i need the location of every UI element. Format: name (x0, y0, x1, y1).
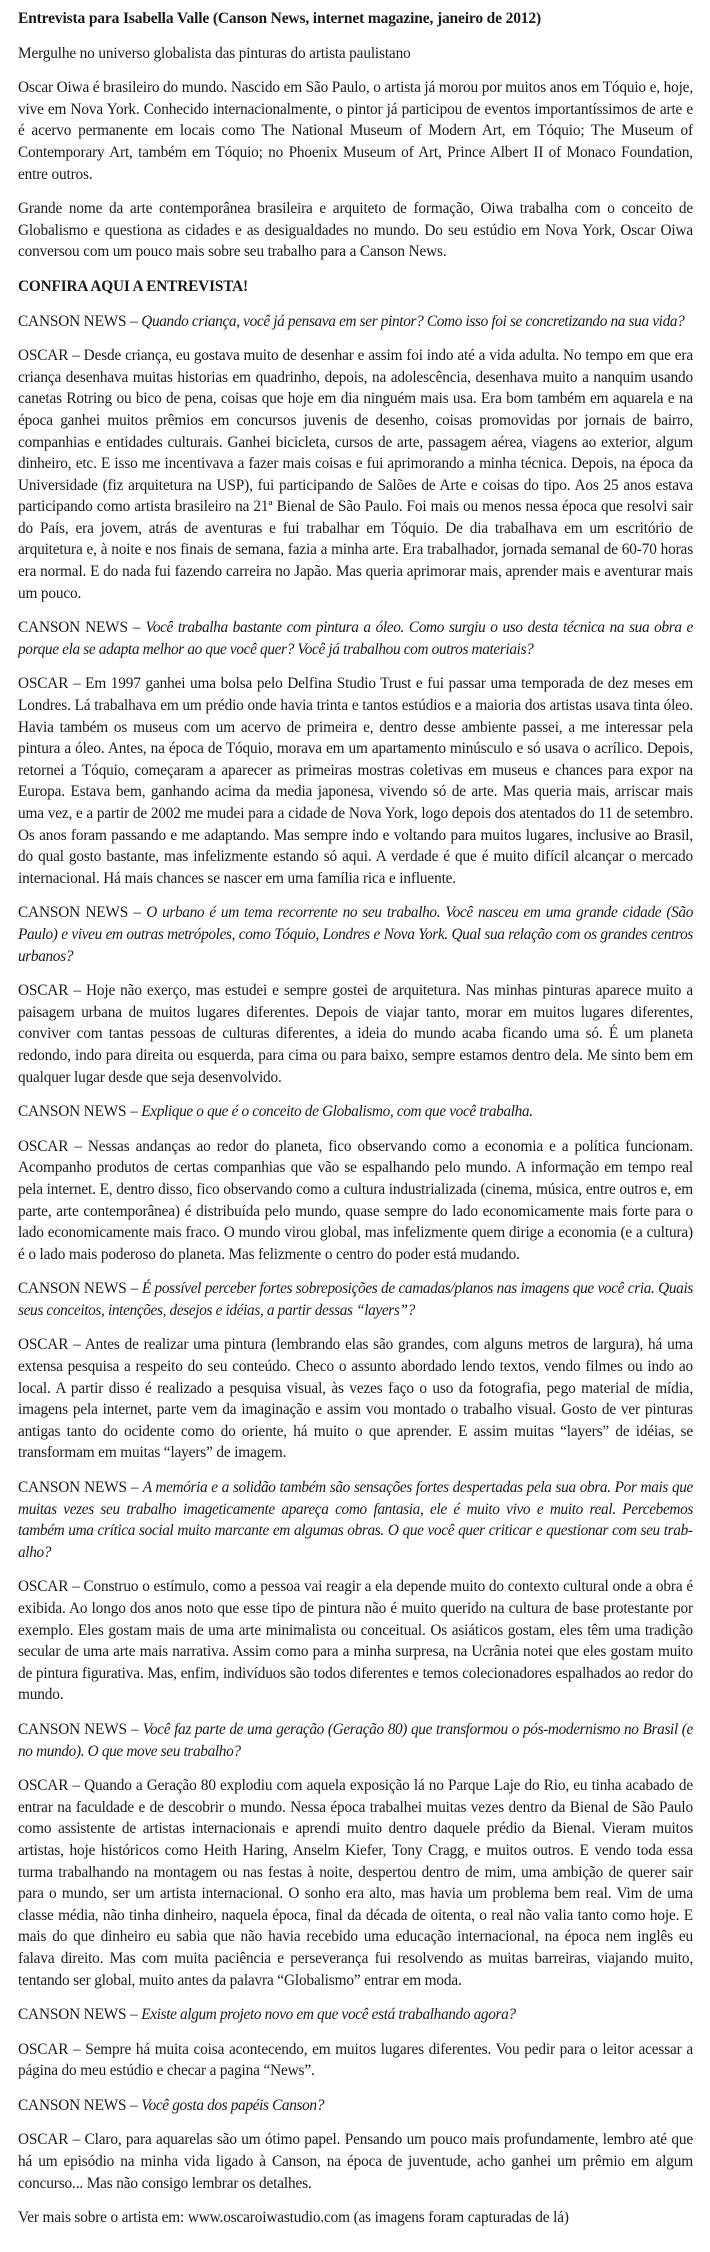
answer-text: Sempre há muita coisa acontecendo, em muitos lugares diferentes. Vou pedir para o leitor acessar a página do meu estúdio e checar a pagina “News”. (18, 2040, 693, 2080)
answer-text: Hoje não exerço, mas estudei e sempre gostei de arquitetura. Nas minhas pinturas aparece muito a paisagem urbana de muitos lugares diferentes. Depois de viajar tanto, morar em muitos lugares diferentes, conviver com tantas pessoas de culturas diferentes, a ideia do mundo acaba ficando uma só. É um planeta redondo, indo para direita ou esquerda, para cima ou para baixo, sempre estamos dentro dela. Me sinto bem em qualquer lugar desde que seja desenvolvido. (18, 982, 693, 1086)
interview-question (18, 1477, 693, 1563)
footer-prefix: Ver mais sobre o artista em: (18, 2209, 188, 2227)
interview-answer (18, 1775, 693, 1991)
interview-question (18, 1101, 693, 1123)
interview-question (18, 2004, 693, 2026)
question-text: A memória e a solidão também são sensações fortes despertadas pela sua obra. Por mais que muitas vezes seu trabalho imageticamente apareça como fantasia, ele é muito vivo e muito real. Percebemos também uma crítica social muito marcante em algumas obras. O que você quer criticar e questionar com seu trabalho? (18, 1479, 693, 1561)
interviewer-label: CANSON NEWS – (18, 619, 146, 637)
answer-text: Construo o estímulo, como a pessoa vai reagir a ela depende muito do contexto cultural onde a obra é exibida. Ao longo dos anos noto que esse tipo de pintura não é muito querido na cultura de base protestante por exemplo. Eles gostam mais de uma arte minimalista ou conceitual. Os asiáticos gostam, eles têm uma tradição secular de uma arte mais narrativa. Assim como para a minha surpresa, na Ucrânia notei que eles gostam muito de pintura figurativa. Mas, enfim, indivíduos são todos diferentes e temos colecionadores espalhados ao redor do mundo. (18, 1578, 693, 1704)
section-heading: CONFIRA AQUI A ENTREVISTA! (18, 277, 248, 295)
intro-paragraph: Grande nome da arte contemporânea brasileira e arquiteto de formação, Oiwa trabalha com o conceito de Globalismo e questiona as cidades e as desigualdades no mundo. Do seu estúdio em Nova York, Oscar Oiwa conversou com um pouco mais sobre seu trabalho para a Canson News. (18, 200, 693, 261)
interviewer-label: CANSON NEWS – (18, 1479, 143, 1497)
question-text: Você faz parte de uma geração (Geração 80) que transformou o pós-modernismo no Brasil (e no mundo). O que move seu trabalho? (18, 1720, 693, 1760)
interview-answer (18, 673, 693, 889)
artist-label: OSCAR – (18, 982, 86, 1000)
interview-answer (18, 1576, 693, 1706)
answer-text: Em 1997 ganhei uma bolsa pelo Delfina Studio Trust e fui passar uma temporada de dez meses em Londres. Lá trabalhava em um prédio onde havia trinta e tantos estúdios e a maioria dos artistas usava tinta óleo. Havia também os museus com um acervo de primeira e, dentro desse ambiente passei, a me interessar pela pintura a óleo. Antes, na época de Tóquio, morava em um apartamento minúsculo e só usava o acrílico. Depois, retornei a Tóquio, começaram a aparecer as primeiras mostras coletivas em museus e chances para expor na Europa. Estava bem, ganhando acima da media japonesa, vivendo só de arte. Mas queria mais, arriscar mais uma vez, e a partir de 2002 me mudei para a cidade de Nova York, logo depois dos atentados do 11 de setembro. Os anos foram passando e me adaptando. Mas sempre indo e voltando para muitos lugares, inclusive ao Brasil, do qual gosto bastante, mas infelizmente estando só aqui. A verdade é que é muito difícil alcançar o mercado internacional. Há mais chances se nascer em uma família rica e influente. (18, 675, 693, 887)
interview-answer (18, 2039, 693, 2082)
question-text: Existe algum projeto novo em que você está trabalhando agora? (141, 2006, 516, 2024)
footer-note (18, 2207, 693, 2229)
artist-label: OSCAR – (18, 1336, 85, 1354)
artist-label: OSCAR – (18, 2040, 86, 2058)
question-text: É possível perceber fortes sobreposições de camadas/planos nas imagens que você cria. Quais seus conceitos, intenções, desejos e idéias, a partir dessas “layers”? (18, 1280, 693, 1319)
interview-question (18, 902, 693, 967)
artist-website-link[interactable]: www.oscaroiwastudio.com (187, 2209, 350, 2227)
interviewer-label: CANSON NEWS – (18, 1280, 142, 1298)
interview-answer (18, 345, 693, 604)
answer-text: Desde criança, eu gostava muito de desenhar e assim foi indo até a vida adulta. No tempo em que era criança desenhava muitas historias em quadrinho, depois, na adolescência, desenhava muito a nanquim usando canetas Rotring ou bico de pena, coisas que hoje em dia ninguém mais usa. Era bom também em aquarela e na época ganhei muitos prêmios em concursos juvenis de desenho, coisas promovidas por jornais de bairro, companhias e entidades culturais. Ganhei bicicleta, cursos de arte, passagem aérea, viagens ao exterior, algum dinheiro, etc. E isso me incentivava a fazer mais coisas e fui aprimorando a minha técnica. Depois, na época da Universidade (fiz arquitetura na USP), fui participando de Salões de Arte e coisas do tipo. Aos 25 anos estava participando como artista brasileiro na 21ª Bienal de São Paulo. Foi mais ou menos nessa época que resolvi sair do País, era jovem, atrás de aventuras e fui trabalhar em Tóquio. De dia trabalhava em um escritório de arquitetura e, à noite e nos finais de semana, fazia a minha arte. Era trabalhador, jornada semanal de 60-70 horas era normal. E do nada fui fazendo carreira no Japão. Mas queria aprimorar mais, aprender mais e aventurar mais um pouco. (18, 347, 693, 602)
interviewer-label: CANSON NEWS – (18, 1720, 143, 1738)
interview-question (18, 311, 693, 333)
interview-answer (18, 1334, 693, 1464)
document-subtitle: Mergulhe no universo globalista das pinturas do artista paulistano (18, 44, 411, 62)
interview-question (18, 1278, 693, 1321)
interview-question (18, 1719, 693, 1762)
question-text: Explique o que é o conceito de Globalismo, com que você trabalha. (141, 1103, 533, 1121)
interview-answer (18, 2129, 693, 2194)
answer-text: Claro, para aquarelas são um ótimo papel. Pensando um pouco mais profundamente, lembro até que há um episódio na minha vida ligado à Canson, na época de juventude, acho ganhei um prêmio em algum concurso... Mas não consigo lembrar os detalhes. (18, 2131, 693, 2192)
interviewer-label: CANSON NEWS – (18, 904, 147, 922)
answer-text: Nessas andanças ao redor do planeta, fico observando como a economia e a política funcionam. Acompanho produtos de certas companhias que vão se espalhando pelo mundo. A informação em tempo real pela internet. E, dentro disso, fico observando como a cultura industrializada (cinema, música, entre outros e, em parte, arte contemporânea) é distribuída pelo mundo, quase sempre do lado economicamente mais forte para o lado economicamente mais fraco. O mundo virou global, mas infelizmente quem dirige a economia (e a cultura) é o lado mais poderoso do planeta. Mas felizmente o centro do poder está mudando. (18, 1137, 693, 1263)
answer-text: Quando a Geração 80 explodiu com aquela exposição lá no Parque Laje do Rio, eu tinha acabado de entrar na faculdade e de descobrir o mundo. Nessa época trabalhei muitas vezes dentro da Bienal de São Paulo como assistente de artistas internacionais e aprendi muito dentro daquele prédio da Bienal. Vieram muitos artistas, hoje históricos como Heith Haring, Anselm Kiefer, Tony Cragg, e muitos outros. E vendo toda essa turma trabalhando na montagem ou nas festas à noite, despertou dentro de mim, uma ambição de querer sair para o mundo, ser um artista internacional. O sonho era alto, mas havia um problema bem real. Vim de uma classe média, não tinha dinheiro, naquela época, final da década de oitenta, o real não valia tanto como hoje. E mais do que dinheiro eu sabia que não havia recebido uma educação internacional, na época nem inglês eu falava direito. Mas com muita paciência e perseverança fui resolvendo as muitas barreiras, viajando muito, tentando ser global, muito antes da palavra “Globalismo” entrar em moda. (18, 1777, 693, 1989)
artist-label: OSCAR – (18, 1137, 88, 1155)
question-text: Quando criança, você já pensava em ser pintor? Como isso foi se concretizando na sua vida? (141, 312, 685, 330)
question-text: O urbano é um tema recorrente no seu trabalho. Você nasceu em uma grande cidade (São Paulo) e viveu em outras metrópoles, como Tóquio, Londres e Nova York. Qual sua relação com os grandes centros urbanos? (18, 904, 693, 965)
question-text: Você trabalha bastante com pintura a óleo. Como surgiu o uso desta técnica na sua obra e porque ela se adapta melhor ao que você quer? Você já trabalhou com outros materiais? (18, 619, 693, 658)
interviewer-label: CANSON NEWS – (18, 312, 142, 330)
interviewer-label: CANSON NEWS – (18, 2096, 142, 2114)
artist-label: OSCAR – (18, 2131, 85, 2149)
intro-paragraph: Oscar Oiwa é brasileiro do mundo. Nascido em São Paulo, o artista já morou por muitos anos em Tóquio e, hoje, vive em Nova York. Conhecido internacionalmente, o pintor já participou de eventos importantíssimos de arte e é acervo permanente em locais como The National Museum of Modern Art, em Tóquio; The Museum of Contemporary Art, também em Tóquio; no Phoenix Museum of Art, Prince Albert II of Monaco Foundation, entre outros. (18, 79, 693, 183)
interview-question (18, 617, 693, 660)
interview-question (18, 2095, 693, 2117)
interviewer-label: CANSON NEWS – (18, 1103, 142, 1121)
interviewer-label: CANSON NEWS – (18, 2006, 142, 2024)
artist-label: OSCAR – (18, 675, 86, 693)
footer-suffix: (as imagens foram capturadas de lá) (349, 2209, 569, 2227)
answer-text: Antes de realizar uma pintura (lembrando elas são grandes, com alguns metros de largura), há uma extensa pesquisa a respeito do seu conteúdo. Checo o assunto abordado lendo textos, vendo filmes ou indo ao local. A partir disso é realizado a pesquisa visual, às vezes faço o uso da fotografia, pego material de mídia, imagens pela internet, parte vem da imaginação e assim vou montado o trabalho visual. Gosto de ver pinturas antigas tanto do ocidente como do oriente, há muito o que aprender. E assim muitas “layers” de idéias, se transformam em muitas “layers” de imagem. (18, 1336, 693, 1462)
interview-answer (18, 1136, 693, 1266)
document-title: Entrevista para Isabella Valle (Canson News, internet magazine, janeiro de 2012) (18, 10, 542, 27)
artist-label: OSCAR – (18, 347, 84, 365)
artist-label: OSCAR – (18, 1578, 84, 1596)
interview-answer (18, 980, 693, 1088)
question-text: Você gosta dos papéis Canson? (141, 2096, 325, 2114)
artist-label: OSCAR – (18, 1777, 85, 1795)
